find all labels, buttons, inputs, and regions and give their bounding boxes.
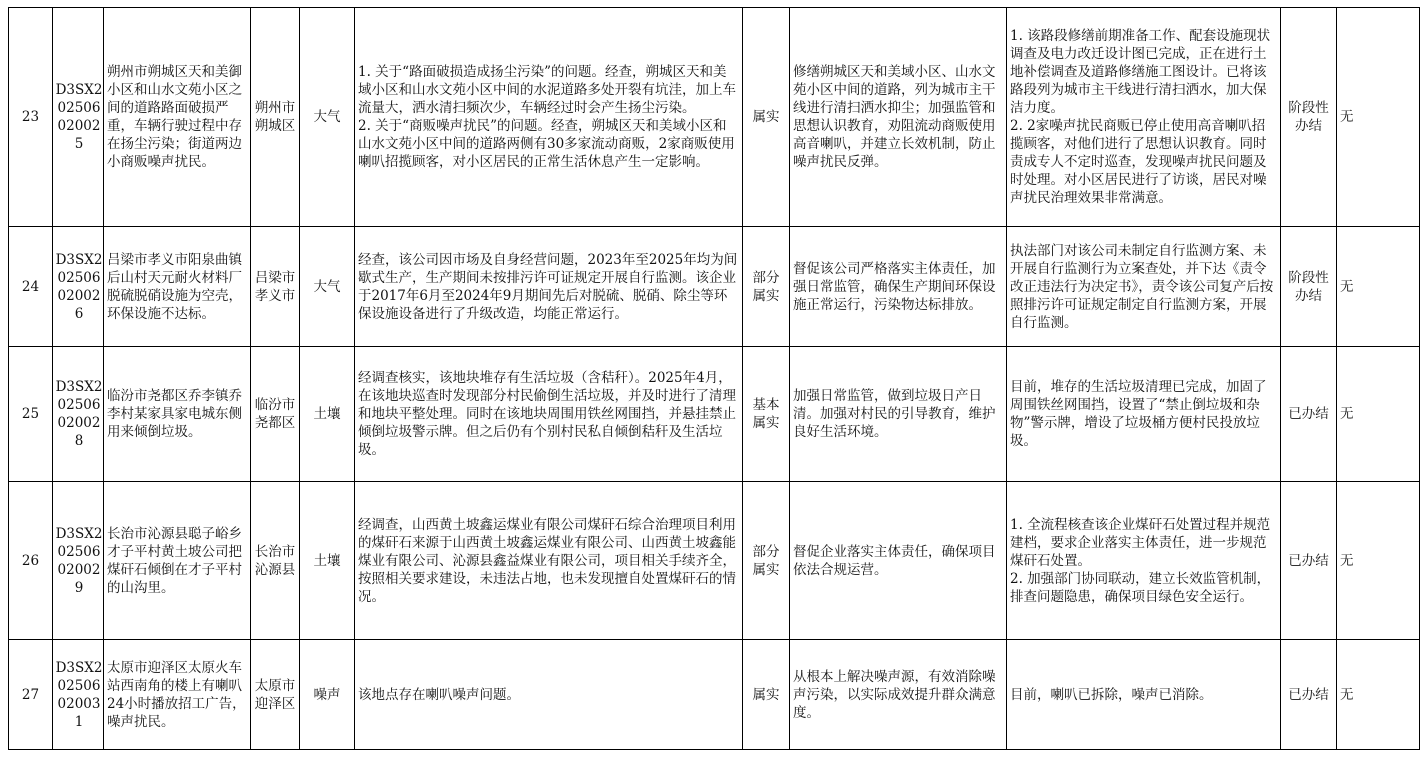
- accountability: 无: [1337, 482, 1420, 640]
- row-number: 23: [9, 8, 53, 227]
- accountability: 无: [1337, 227, 1420, 347]
- administrative-area: 长治市沁源县: [251, 482, 300, 640]
- investigation-findings: 经查，该公司因市场及自身经营问题，2023年至2025年均为间歇式生产，生产期间未按排污许可证规定开展自行监测。该企业于2017年6月至2024年9月期间先后对脱硫、脱硝、除尘等环保设施设备进行了升级改造，均能正常运行。: [355, 227, 743, 347]
- pollution-type: 大气: [300, 227, 355, 347]
- investigation-findings: 1. 关于“路面破损造成扬尘污染”的问题。经查，朔城区天和美域小区和山水文苑小区中间的水泥道路多处开裂有坑洼，加上车流量大，洒水清扫频次少，车辆经过时会产生扬尘污染。 2. 关于“商贩噪声扰民”的问题。经查，朔城区天和美域小区和山水文苑小区中间的道路两侧有30多家流动商贩，2家商贩使用喇叭招揽顾客，对小区居民的正常生活休息产生一定影响。: [355, 8, 743, 227]
- complaint-content: 吕梁市孝义市阳泉曲镇后山村天元耐火材料厂脱硫脱硝设施为空壳，环保设施不达标。: [104, 227, 251, 347]
- accountability: 无: [1337, 640, 1420, 750]
- accountability: 无: [1337, 347, 1420, 482]
- row-number: 26: [9, 482, 53, 640]
- case-code: D3SX202506020029: [53, 482, 104, 640]
- verification-result: 基本属实: [743, 347, 790, 482]
- verification-result: 属实: [743, 640, 790, 750]
- completion-status: 已办结: [1281, 640, 1337, 750]
- complaint-content: 朔州市朔城区天和美御小区和山水文苑小区之间的道路路面破损严重，车辆行驶过程中存在扬尘污染；街道两边小商贩噪声扰民。: [104, 8, 251, 227]
- case-code: D3SX202506020028: [53, 347, 104, 482]
- administrative-area: 临汾市尧都区: [251, 347, 300, 482]
- case-code: D3SX202506020026: [53, 227, 104, 347]
- completion-status: 已办结: [1281, 482, 1337, 640]
- administrative-area: 吕梁市孝义市: [251, 227, 300, 347]
- rectification-progress: 1. 该路段修缮前期准备工作、配套设施现状调查及电力改迁设计图已完成，正在进行土地补偿调查及道路修缮施工图设计。已将该路段列为城市主干线进行清扫洒水，加大保洁力度。 2. 2家噪声扰民商贩已停止使用高音喇叭招揽顾客，对他们进行了思想认识教育。同时责成专人不定时巡查，发现噪声扰民问题及时处理。对小区居民进行了访谈，居民对噪声扰民治理效果非常满意。: [1007, 8, 1281, 227]
- rectification-progress: 执法部门对该公司未制定自行监测方案、未开展自行监测行为立案查处，并下达《责令改正违法行为决定书》，责令该公司复产后按照排污许可证规定制定自行监测方案，开展自行监测。: [1007, 227, 1281, 347]
- complaint-content: 太原市迎泽区太原火车站西南角的楼上有喇叭24小时播放招工广告，噪声扰民。: [104, 640, 251, 750]
- pollution-type: 噪声: [300, 640, 355, 750]
- pollution-type: 大气: [300, 8, 355, 227]
- pollution-type: 土壤: [300, 482, 355, 640]
- rectification-measures: 从根本上解决噪声源，有效消除噪声污染，以实际成效提升群众满意度。: [790, 640, 1007, 750]
- completion-status: 阶段性办结: [1281, 227, 1337, 347]
- table-row: [9, 482, 1420, 640]
- row-number: 24: [9, 227, 53, 347]
- row-number: 25: [9, 347, 53, 482]
- verification-result: 属实: [743, 8, 790, 227]
- rectification-progress: 目前，堆存的生活垃圾清理已完成，加固了周围铁丝网围挡，设置了“禁止倒垃圾和杂物”警示牌，增设了垃圾桶方便村民投放垃圾。: [1007, 347, 1281, 482]
- table-row: [9, 8, 1420, 227]
- rectification-measures: 加强日常监管，做到垃圾日产日清。加强对村民的引导教育，维护良好生活环境。: [790, 347, 1007, 482]
- administrative-area: 朔州市朔城区: [251, 8, 300, 227]
- accountability: 无: [1337, 8, 1420, 227]
- investigation-findings: 经调查核实，该地块堆存有生活垃圾（含秸秆）。2025年4月，在该地块巡查时发现部分村民偷倒生活垃圾，并及时进行了清理和地块平整处理。同时在该地块周围用铁丝网围挡，并悬挂禁止倾倒垃圾警示牌。但之后仍有个别村民私自倾倒秸秆及生活垃圾。: [355, 347, 743, 482]
- pollution-type: 土壤: [300, 347, 355, 482]
- rectification-measures: 督促企业落实主体责任，确保项目依法合规运营。: [790, 482, 1007, 640]
- complaint-content: 长治市沁源县聪子峪乡才子平村黄土坡公司把煤矸石倾倒在才子平村的山沟里。: [104, 482, 251, 640]
- table-row: [9, 347, 1420, 482]
- case-code: D3SX202506020031: [53, 640, 104, 750]
- investigation-findings: 该地点存在喇叭噪声问题。: [355, 640, 743, 750]
- verification-result: 部分属实: [743, 227, 790, 347]
- rectification-progress: 1. 全流程核查该企业煤矸石处置过程并规范建档，要求企业落实主体责任，进一步规范煤矸石处置。 2. 加强部门协同联动，建立长效监管机制，排查问题隐患，确保项目绿色安全运行。: [1007, 482, 1281, 640]
- completion-status: 阶段性办结: [1281, 8, 1337, 227]
- row-number: 27: [9, 640, 53, 750]
- complaint-content: 临汾市尧都区乔李镇乔李村某家具家电城东侧用来倾倒垃圾。: [104, 347, 251, 482]
- rectification-measures: 督促该公司严格落实主体责任，加强日常监管，确保生产期间环保设施正常运行，污染物达标排放。: [790, 227, 1007, 347]
- administrative-area: 太原市迎泽区: [251, 640, 300, 750]
- table-row: [9, 640, 1420, 750]
- petition-handling-table: [8, 7, 1420, 750]
- case-code: D3SX202506020025: [53, 8, 104, 227]
- rectification-measures: 修缮朔城区天和美域小区、山水文苑小区中间的道路，列为城市主干线进行清扫洒水抑尘；加强监管和思想认识教育，劝阻流动商贩使用高音喇叭，并建立长效机制，防止噪声扰民反弹。: [790, 8, 1007, 227]
- verification-result: 部分属实: [743, 482, 790, 640]
- table-row: [9, 227, 1420, 347]
- rectification-progress: 目前，喇叭已拆除，噪声已消除。: [1007, 640, 1281, 750]
- investigation-findings: 经调查，山西黄土坡鑫运煤业有限公司煤矸石综合治理项目利用的煤矸石来源于山西黄土坡鑫运煤业有限公司、山西黄土坡鑫能煤业有限公司、沁源县鑫益煤业有限公司，项目相关手续齐全，按照相关要求建设，未违法占地，也未发现擅自处置煤矸石的情况。: [355, 482, 743, 640]
- completion-status: 已办结: [1281, 347, 1337, 482]
